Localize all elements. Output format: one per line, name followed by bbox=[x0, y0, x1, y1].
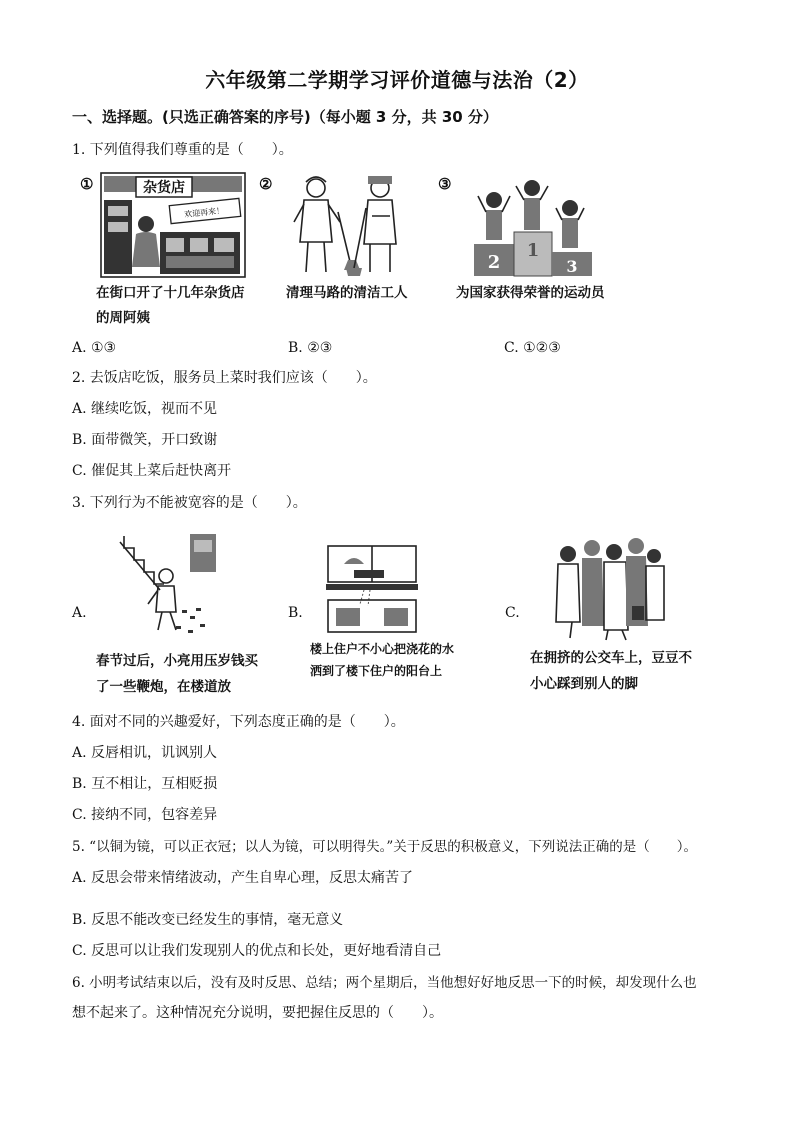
q4-option-c[interactable]: C. 接纳不同，包容差异 bbox=[72, 807, 218, 823]
q2-option-a[interactable]: A. 继续吃饭，视而不见 bbox=[72, 401, 218, 417]
grocery-store-illustration bbox=[100, 172, 246, 278]
question-3-stem: 3. 下列行为不能被宽容的是（ ）。 bbox=[72, 495, 307, 511]
q5-option-b[interactable]: B. 反思不能改变已经发生的事情，毫无意义 bbox=[72, 912, 344, 928]
q3-c-caption-line2: 小心踩到别人的脚 bbox=[530, 676, 638, 692]
q4-option-a[interactable]: A. 反唇相讥，讥讽别人 bbox=[72, 745, 218, 761]
street-cleaners-illustration bbox=[286, 172, 412, 278]
q4-option-b[interactable]: B. 互不相让，互相贬损 bbox=[72, 776, 218, 792]
q1-option-b[interactable]: B. ②③ bbox=[288, 340, 333, 356]
question-1-stem: 1. 下列值得我们尊重的是（ ）。 bbox=[72, 142, 293, 158]
q3-option-a[interactable]: A. bbox=[72, 605, 87, 621]
q1-item-1-number: ① bbox=[80, 175, 94, 193]
q3-c-caption: 在拥挤的公交车上，豆豆不 bbox=[530, 650, 692, 666]
q1-item-2-caption: 清理马路的清洁工人 bbox=[286, 285, 408, 301]
question-6-stem-line2: 想不起来了。这种情况充分说明，要把握住反思的（ ）。 bbox=[72, 1005, 443, 1021]
question-6-stem: 6. 小明考试结束以后，没有及时反思、总结；两个星期后，当他想好好地反思一下的时候，却发现什么也 bbox=[72, 975, 697, 991]
q3-option-b[interactable]: B. bbox=[288, 605, 303, 621]
q3-a-caption: 春节过后，小亮用压岁钱买 bbox=[96, 653, 258, 669]
question-2-stem: 2. 去饭店吃饭，服务员上菜时我们应该（ ）。 bbox=[72, 370, 377, 386]
q1-item-3-number: ③ bbox=[438, 175, 452, 193]
q3-b-caption: 楼上住户不小心把浇花的水 bbox=[310, 642, 455, 656]
section-heading: 一、选择题。(只选正确答案的序号)（每小题 3 分，共 30 分） bbox=[72, 108, 498, 126]
q1-item-3-caption: 为国家获得荣誉的运动员 bbox=[456, 285, 605, 301]
q3-a-caption-line2: 了一些鞭炮，在楼道放 bbox=[96, 679, 231, 695]
q2-option-b[interactable]: B. 面带微笑，开口致谢 bbox=[72, 432, 218, 448]
q1-item-1-caption: 在街口开了十几年杂货店 bbox=[96, 285, 245, 301]
q1-option-c[interactable]: C. ①②③ bbox=[504, 340, 561, 356]
athletes-podium-illustration bbox=[472, 178, 594, 278]
q3-option-c[interactable]: C. bbox=[505, 605, 520, 621]
q1-item-1-caption-line2: 的周阿姨 bbox=[96, 310, 150, 326]
q3-b-caption-line2: 洒到了楼下住户的阳台上 bbox=[310, 664, 443, 678]
question-5-stem: 5. “以铜为镜，可以正衣冠；以人为镜，可以明得失。”关于反思的积极意义，下列说法正确的是（ ）。 bbox=[72, 839, 697, 855]
q1-item-2-number: ② bbox=[259, 175, 273, 193]
q1-option-a[interactable]: A. ①③ bbox=[72, 340, 117, 356]
q5-option-c[interactable]: C. 反思可以让我们发现别人的优点和长处，更好地看清自己 bbox=[72, 943, 442, 959]
page-title: 六年级第二学期学习评价道德与法治（2） bbox=[205, 68, 589, 92]
question-4-stem: 4. 面对不同的兴趣爱好，下列态度正确的是（ ）。 bbox=[72, 714, 405, 730]
podium-first-label: 1 bbox=[526, 240, 540, 261]
welcome-banner-text: 欢迎再来！ bbox=[183, 206, 225, 220]
podium-third-label: 3 bbox=[566, 257, 578, 276]
watering-balcony-illustration bbox=[324, 544, 420, 636]
shop-sign-text: 杂货店 bbox=[143, 180, 185, 196]
crowded-bus-illustration bbox=[548, 534, 668, 642]
q2-option-c[interactable]: C. 催促其上菜后赶快离开 bbox=[72, 463, 232, 479]
podium-second-label: 2 bbox=[487, 252, 501, 273]
firecracker-stairway-illustration bbox=[110, 534, 230, 644]
q5-option-a[interactable]: A. 反思会带来情绪波动，产生自卑心理，反思太痛苦了 bbox=[72, 870, 414, 886]
